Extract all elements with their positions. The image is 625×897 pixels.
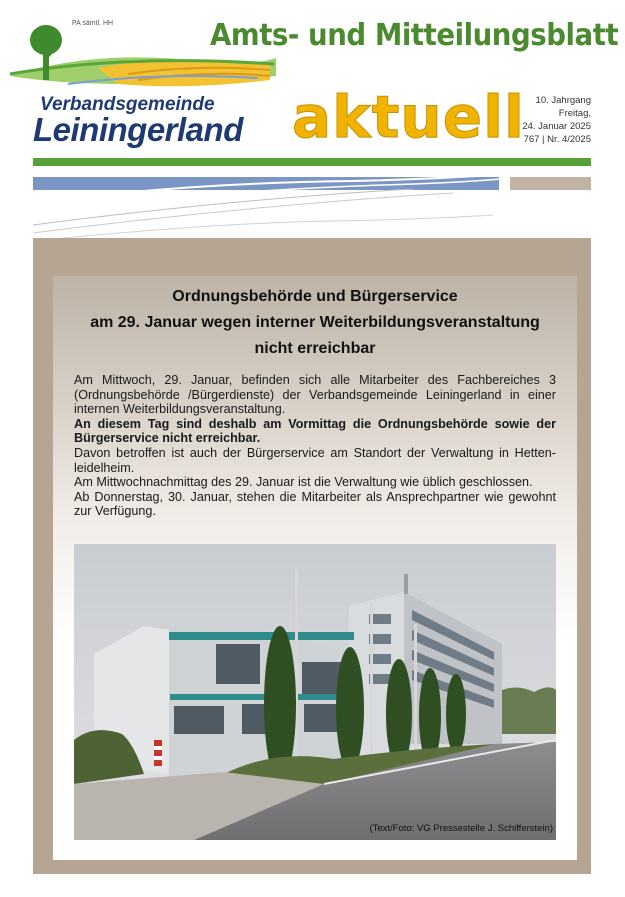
body-paragraph: Am Mittwochnachmittag des 29. Januar ist die Verwaltung wie üblich geschlossen. (74, 475, 533, 490)
title-line: am 29. Januar wegen interner Weiterbildungsveranstaltung (90, 314, 540, 331)
body-paragraph: Ab Donnerstag, 30. Januar, stehen die Mitarbeiter als Ansprechpartner wie gewohnt zur Verfügung. (74, 489, 556, 519)
article-title (53, 284, 577, 362)
issue-number: 767 | Nr. 4/2025 (523, 134, 591, 145)
issue-date: 24. Januar 2025 (522, 121, 591, 132)
header-rule (33, 158, 591, 166)
body-paragraph: Davon betroffen ist auch der Bürgerservice am Standort der Verwaltung in Hettenleidelheim. (74, 445, 556, 475)
body-paragraph-emphasis: An diesem Tag sind deshalb am Vormittag die Ordnungsbehörde sowie der Bürgerservice nicht erreichbar. (74, 416, 556, 446)
title-line: Ordnungsbehörde und Bürgerservice (172, 288, 458, 305)
swoosh-decoration (33, 175, 503, 245)
issue-day: Freitag, (558, 108, 591, 119)
body-paragraph: Am Mittwoch, 29. Januar, befinden sich alle Mitarbeiter des Fachbereiches 3 (Ordnungsbehörde /Bürgerdienste) der Verbandsgemeinde Leiningerland in einer internen Weiterbildungsveranstaltung. (74, 373, 556, 417)
issue-info (522, 94, 591, 146)
publication-headline: Amts- und Mitteilungsblatt (210, 18, 619, 53)
aktuell-wordmark: aktuell (292, 83, 525, 151)
title-line: nicht erreichbar (254, 340, 376, 357)
photo-caption: (Text/Foto: VG Pressestelle J. Schifferstein) (369, 823, 553, 834)
tan-decor-bar (510, 177, 591, 190)
postage-note: PA sämtl. HH (72, 20, 114, 27)
building-photo (74, 544, 556, 840)
issue-jahrgang: 10. Jahrgang (535, 95, 591, 106)
article-body (74, 373, 556, 519)
municipality-prefix: Verbandsgemeinde (40, 94, 215, 115)
municipality-name: Leiningerland (33, 111, 243, 148)
